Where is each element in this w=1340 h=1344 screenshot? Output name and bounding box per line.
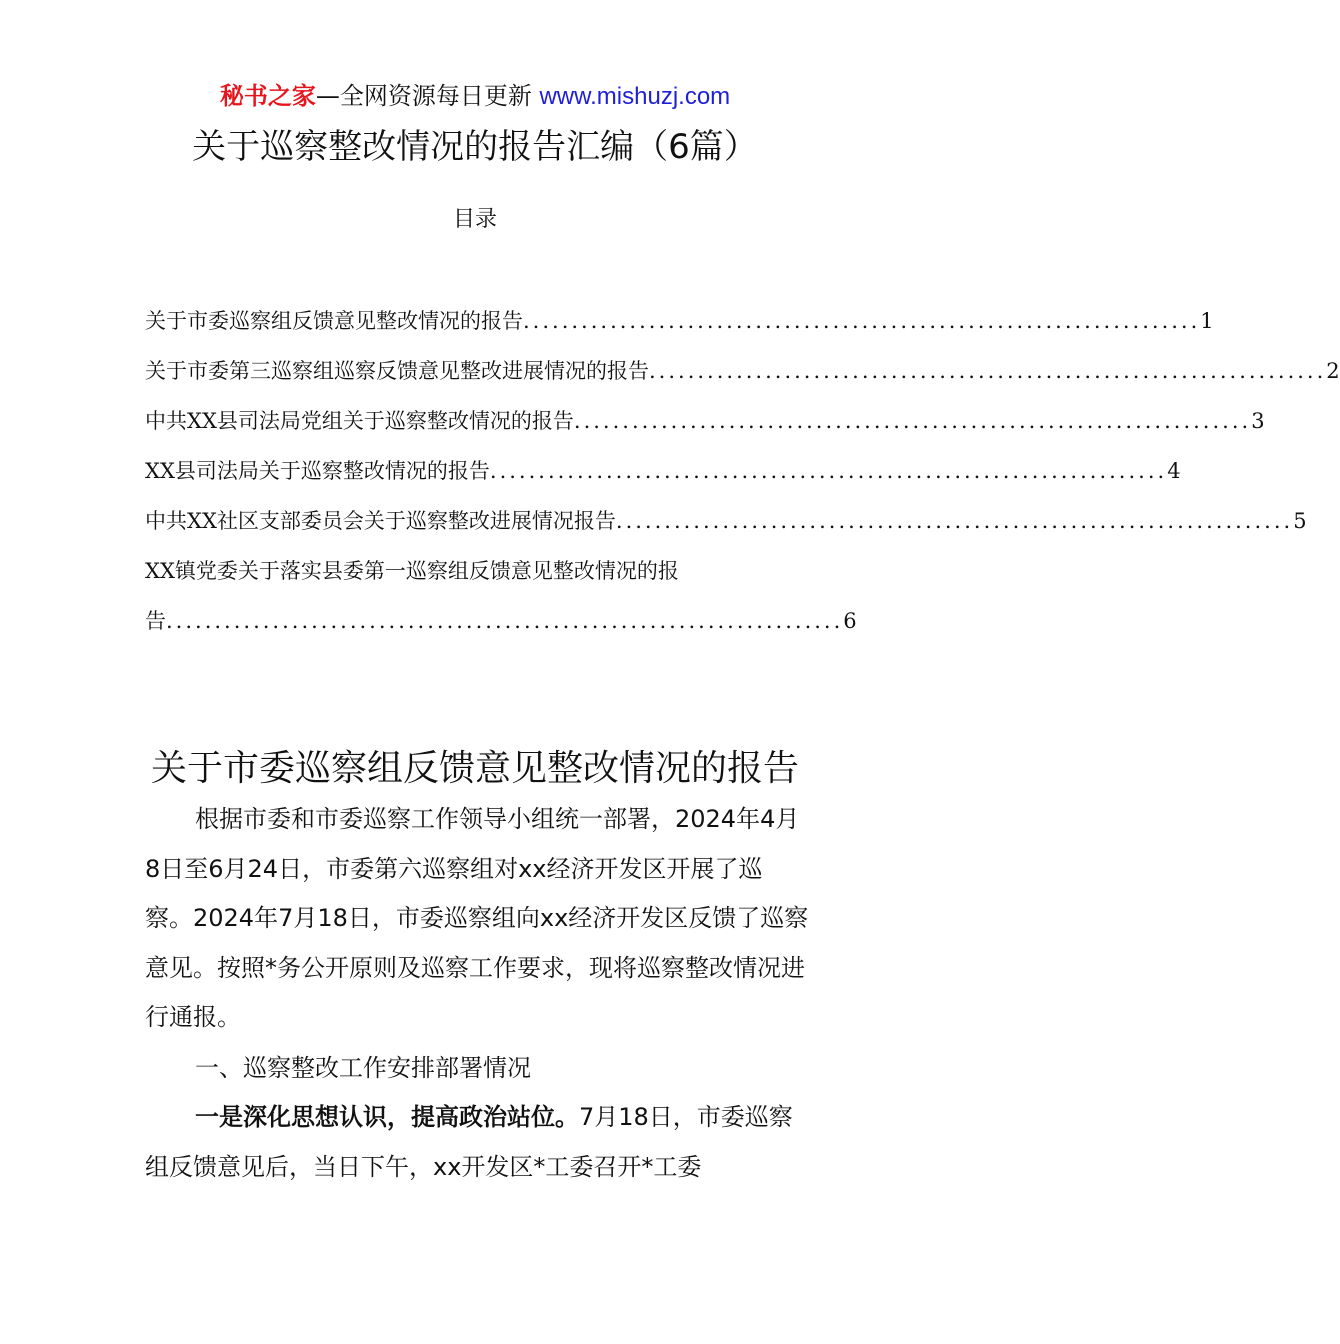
toc-leader-dots: ...................................................................... [573,409,1252,433]
site-header [0,80,950,113]
document-title: 关于巡察整改情况的报告汇编（6篇） [192,127,758,167]
toc-leader-dots: ...................................................................... [649,359,1327,383]
toc-item-label: 中共XX县司法局党组关于巡察整改情况的报告 [145,409,574,433]
toc-item-label: XX镇党委关于落实县委第一巡察组反馈意见整改情况的报 [145,559,679,583]
toc-page-number: 1 [1200,309,1214,333]
toc-item-label-continuation: 告 [145,609,166,633]
toc-page-number: 3 [1251,409,1265,433]
toc-leader-dots: ...................................................................... [523,309,1201,333]
body-paragraph: 根据市委和市委巡察工作领导小组统一部署，2024年4月8日至6月24日，市委第六巡察组对xx经济开发区开展了巡察。2024年7月18日，市委巡察组向xx经济开发区反馈了巡察意见。按照*务公开原则及巡察工作要求，现将巡察整改情况进行通报。 [145,805,809,1031]
site-url-link[interactable]: www.mishuzj.com [539,83,731,110]
toc-item[interactable] [145,507,1307,535]
toc-page-number: 4 [1167,459,1181,483]
article-title: 关于市委巡察组反馈意见整改情况的报告 [150,748,799,789]
toc-item[interactable] [145,357,1340,385]
toc-leader-dots: ...................................................................... [615,509,1294,533]
toc-leader-dots: ...................................................................... [166,609,844,633]
site-tagline: —全网资源每日更新 [315,82,532,110]
toc-item-label: 中共XX社区支部委员会关于巡察整改进展情况报告 [145,509,616,533]
toc-item-label: 关于市委第三巡察组巡察反馈意见整改进展情况的报告 [145,359,649,383]
toc-page-number: 5 [1293,509,1307,533]
body-paragraph [145,1093,810,1192]
toc-item-continuation[interactable] [145,607,950,635]
paragraph-text: 7月18日，市委巡察组反馈意见后，当日下午，xx开发区*工委召开*工委 [145,1103,793,1181]
toc-leader-dots: ...................................................................... [489,459,1168,483]
paragraph-lead-bold: 一是深化思想认识，提高政治站位。 [195,1103,579,1131]
toc-item[interactable] [145,557,679,585]
toc-item[interactable] [145,407,1265,435]
toc-heading: 目录 [452,207,497,232]
toc-item-label: 关于市委巡察组反馈意见整改情况的报告 [145,309,523,333]
toc-item[interactable] [145,307,1214,335]
toc-item-label: XX县司法局关于巡察整改情况的报告 [145,459,490,483]
toc-page-number: 2 [1326,359,1340,383]
site-name: 秘书之家 [219,82,316,110]
toc-page-number: 6 [843,609,857,633]
toc-item[interactable] [145,457,1181,485]
section-heading: 一、巡察整改工作安排部署情况 [195,1054,531,1082]
